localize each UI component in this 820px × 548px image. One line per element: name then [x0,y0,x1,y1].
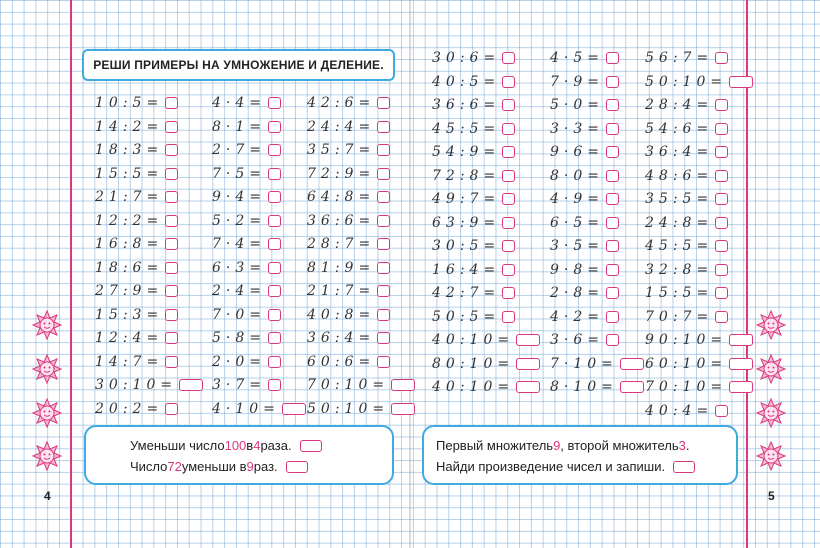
example-expression: 30:10= [95,377,178,393]
example-expression: 60:6= [307,353,376,370]
example-expression: 70:7= [645,308,714,325]
task-box-right [422,425,738,485]
example-row [95,330,178,346]
answer-box[interactable] [502,311,515,323]
answer-box[interactable] [502,193,515,205]
example-expression: 56:7= [645,50,714,66]
example-expression: 3·7= [212,377,266,393]
example-row [95,354,178,370]
example-expression: 16:4= [432,261,501,278]
answer-box[interactable] [377,215,390,227]
answer-box[interactable] [268,356,281,368]
example-expression: 21:7= [95,189,164,205]
answer-box[interactable] [502,170,515,182]
example-row [307,354,390,370]
example-row [212,330,281,346]
example-row [432,379,540,395]
answer-box[interactable] [300,440,322,452]
example-row [307,377,415,393]
answer-box[interactable] [391,403,415,415]
answer-box[interactable] [502,217,515,229]
example-row [645,285,728,301]
example-row [550,121,619,137]
example-expression: 15:5= [645,285,714,301]
example-expression: 80:10= [432,355,515,372]
example-expression: 24:8= [645,214,714,231]
example-expression: 81:9= [307,259,376,276]
example-row [550,285,619,301]
answer-box[interactable] [502,99,515,111]
answer-box[interactable] [377,285,390,297]
answer-box[interactable] [502,123,515,135]
example-expression: 36:4= [307,330,376,346]
answer-box[interactable] [165,97,178,109]
answer-box[interactable] [606,217,619,229]
answer-box[interactable] [268,309,281,321]
example-row [95,283,178,299]
example-row [212,119,281,135]
answer-box[interactable] [391,379,415,391]
sun-icon [32,310,62,340]
example-expression: 63:9= [432,214,501,231]
example-expression: 42:6= [307,95,376,111]
example-expression: 40:8= [307,306,376,323]
example-expression: 60:10= [645,355,728,372]
task-right-line-2: Найди произведение чисел и запиши. [436,456,724,477]
page-number-left: 4 [44,489,51,503]
answer-box[interactable] [377,191,390,203]
task-left-line-2: Число 72 уменьши в 9 раз. [130,456,380,477]
example-row [550,356,644,372]
example-row [307,166,390,182]
example-row [212,189,281,205]
example-row [645,50,728,66]
example-expression: 9·6= [550,144,604,160]
answer-box[interactable] [673,461,695,473]
answer-box[interactable] [606,334,619,346]
example-expression: 40:10= [432,332,515,348]
example-row [307,307,390,323]
example-row [95,213,178,229]
example-row [645,356,753,372]
example-row [645,309,728,325]
example-row [550,379,644,395]
answer-box[interactable] [286,461,308,473]
answer-box[interactable] [377,309,390,321]
answer-box[interactable] [606,264,619,276]
task-right-line-1: Первый множитель 9 , второй множитель 3 . [436,438,690,453]
answer-box[interactable] [268,215,281,227]
answer-box[interactable] [268,285,281,297]
example-row [95,377,203,393]
answer-box[interactable] [516,334,540,346]
answer-box[interactable] [502,146,515,158]
answer-box[interactable] [268,332,281,344]
example-expression: 10:5= [95,95,164,111]
example-row [95,401,178,417]
example-expression: 7·5= [212,165,266,182]
answer-box[interactable] [165,168,178,180]
example-expression: 4·2= [550,308,604,325]
answer-box[interactable] [268,238,281,250]
example-expression: 14:2= [95,118,164,135]
answer-box[interactable] [165,144,178,156]
answer-box[interactable] [715,217,728,229]
example-row [95,166,178,182]
example-row [645,121,728,137]
answer-box[interactable] [606,193,619,205]
example-row [432,97,515,113]
answer-box[interactable] [606,76,619,88]
sun-icon [756,441,786,471]
answer-box[interactable] [377,168,390,180]
example-row [550,332,619,348]
example-expression: 50:5= [432,308,501,325]
example-row [645,379,753,395]
answer-box[interactable] [606,170,619,182]
example-expression: 50:10= [307,400,390,417]
example-expression: 40:4= [645,402,714,419]
answer-box[interactable] [715,52,728,64]
example-row [212,354,281,370]
example-expression: 54:9= [432,144,501,160]
example-row [645,215,728,231]
example-expression: 4·10= [212,400,280,417]
example-expression: 3·5= [550,238,604,254]
example-row [307,330,390,346]
example-expression: 24:4= [307,118,376,135]
answer-box[interactable] [606,52,619,64]
answer-box[interactable] [377,262,390,274]
example-expression: 64:8= [307,189,376,205]
answer-box[interactable] [502,287,515,299]
example-row [432,168,515,184]
example-row [95,142,178,158]
sun-icon [32,441,62,471]
answer-box[interactable] [165,285,178,297]
example-row [432,285,515,301]
example-row [432,121,515,137]
answer-box[interactable] [502,264,515,276]
example-expression: 48:6= [645,167,714,184]
answer-box[interactable] [715,264,728,276]
example-expression: 35:5= [645,191,714,207]
example-row [307,236,390,252]
answer-box[interactable] [715,170,728,182]
sun-icon [756,354,786,384]
example-row [645,74,753,90]
example-expression: 72:9= [307,165,376,182]
answer-box[interactable] [268,121,281,133]
answer-box[interactable] [165,238,178,250]
example-row [645,97,728,113]
answer-box[interactable] [606,123,619,135]
example-row [645,403,728,419]
example-row [550,215,619,231]
example-expression: 30:5= [432,238,501,254]
example-expression: 12:2= [95,212,164,229]
example-row [95,236,178,252]
answer-box[interactable] [715,146,728,158]
example-expression: 2·8= [550,285,604,301]
answer-box[interactable] [606,99,619,111]
example-row [645,168,728,184]
example-row [550,309,619,325]
example-expression: 70:10= [645,379,728,395]
example-expression: 3·3= [550,120,604,137]
example-expression: 45:5= [645,238,714,254]
left-margin-line [70,0,72,548]
answer-box[interactable] [179,379,203,391]
example-expression: 40:5= [432,73,501,90]
example-expression: 45:5= [432,120,501,137]
answer-box[interactable] [268,97,281,109]
example-row [550,168,619,184]
example-row [432,191,515,207]
example-row [212,401,306,417]
example-expression: 90:10= [645,332,728,348]
example-row [95,307,178,323]
example-row [432,309,515,325]
example-expression: 6·5= [550,214,604,231]
answer-box[interactable] [606,311,619,323]
sun-icon [756,310,786,340]
example-row [550,50,619,66]
example-expression: 9·8= [550,261,604,278]
example-expression: 18:6= [95,259,164,276]
example-row [432,74,515,90]
answer-box[interactable] [729,358,753,370]
example-row [432,144,515,160]
example-row [212,283,281,299]
example-row [645,191,728,207]
answer-box[interactable] [165,262,178,274]
example-expression: 7·4= [212,236,266,252]
example-expression: 8·0= [550,167,604,184]
task-left-line-1: Уменьши число 100 в 4 раза. [130,435,380,456]
answer-box[interactable] [377,356,390,368]
example-row [212,213,281,229]
answer-box[interactable] [165,191,178,203]
example-expression: 8·10= [550,379,618,395]
example-row [212,377,281,393]
answer-box[interactable] [715,123,728,135]
answer-box[interactable] [729,76,753,88]
task-box-left [84,425,394,485]
example-expression: 21:7= [307,283,376,299]
answer-box[interactable] [715,193,728,205]
example-row [432,356,540,372]
answer-box[interactable] [165,332,178,344]
example-expression: 36:4= [645,144,714,160]
answer-box[interactable] [729,381,753,393]
answer-box[interactable] [516,358,540,370]
example-row [645,238,728,254]
example-expression: 28:7= [307,236,376,252]
example-expression: 15:3= [95,306,164,323]
answer-box[interactable] [715,405,728,417]
sun-icon [756,398,786,428]
answer-box[interactable] [268,191,281,203]
example-expression: 36:6= [432,97,501,113]
example-row [212,260,281,276]
answer-box[interactable] [606,287,619,299]
example-row [212,95,281,111]
answer-box[interactable] [715,311,728,323]
example-expression: 72:8= [432,167,501,184]
answer-box[interactable] [377,121,390,133]
example-row [307,142,390,158]
example-expression: 5·8= [212,330,266,346]
example-expression: 5·0= [550,97,604,113]
example-row [432,332,540,348]
example-expression: 40:10= [432,379,515,395]
example-expression: 18:3= [95,142,164,158]
book-spine [409,0,411,548]
sun-icon [32,354,62,384]
example-row [645,332,753,348]
answer-box[interactable] [268,168,281,180]
example-row [95,260,178,276]
example-row [432,50,515,66]
example-expression: 15:5= [95,165,164,182]
answer-box[interactable] [165,121,178,133]
example-row [645,262,728,278]
example-row [307,95,390,111]
example-expression: 35:7= [307,142,376,158]
example-expression: 14:7= [95,353,164,370]
example-row [307,283,390,299]
example-row [550,262,619,278]
answer-box[interactable] [377,332,390,344]
example-expression: 3·6= [550,332,604,348]
example-row [212,142,281,158]
answer-box[interactable] [502,240,515,252]
answer-box[interactable] [606,240,619,252]
example-expression: 4·4= [212,95,266,111]
example-row [432,262,515,278]
example-expression: 8·1= [212,118,266,135]
answer-box[interactable] [516,381,540,393]
example-expression: 42:7= [432,285,501,301]
answer-box[interactable] [620,358,644,370]
answer-box[interactable] [268,262,281,274]
example-expression: 7·0= [212,306,266,323]
example-expression: 4·5= [550,50,604,66]
example-expression: 50:10= [645,73,728,90]
answer-box[interactable] [165,309,178,321]
answer-box[interactable] [715,240,728,252]
answer-box[interactable] [268,144,281,156]
example-row [212,307,281,323]
example-expression: 27:9= [95,283,164,299]
answer-box[interactable] [715,287,728,299]
answer-box[interactable] [377,97,390,109]
example-expression: 7·10= [550,355,618,372]
page-number-right: 5 [768,489,775,503]
example-expression: 6·3= [212,259,266,276]
example-expression: 28:4= [645,97,714,113]
example-row [307,189,390,205]
answer-box[interactable] [502,76,515,88]
answer-box[interactable] [729,334,753,346]
example-row [307,119,390,135]
answer-box[interactable] [165,403,178,415]
example-row [645,144,728,160]
example-expression: 49:7= [432,191,501,207]
example-row [307,260,390,276]
example-row [432,238,515,254]
example-expression: 16:8= [95,236,164,252]
example-expression: 12:4= [95,330,164,346]
example-row [550,191,619,207]
answer-box[interactable] [165,215,178,227]
example-expression: 5·2= [212,212,266,229]
answer-box[interactable] [377,144,390,156]
answer-box[interactable] [502,52,515,64]
example-row [95,95,178,111]
example-expression: 70:10= [307,377,390,393]
answer-box[interactable] [606,146,619,158]
example-expression: 7·9= [550,73,604,90]
answer-box[interactable] [268,379,281,391]
example-expression: 20:2= [95,400,164,417]
answer-box[interactable] [377,238,390,250]
example-row [95,119,178,135]
example-row [307,401,415,417]
example-row [212,236,281,252]
example-expression: 2·4= [212,283,266,299]
example-row [212,166,281,182]
example-expression: 32:8= [645,261,714,278]
example-row [432,215,515,231]
example-row [550,74,619,90]
example-expression: 36:6= [307,212,376,229]
example-expression: 2·7= [212,142,266,158]
sun-icon [32,398,62,428]
example-expression: 30:6= [432,50,501,66]
exercise-title: РЕШИ ПРИМЕРЫ НА УМНОЖЕНИЕ И ДЕЛЕНИЕ. [82,49,395,81]
answer-box[interactable] [282,403,306,415]
answer-box[interactable] [715,99,728,111]
example-expression: 4·9= [550,191,604,207]
answer-box[interactable] [620,381,644,393]
example-row [550,144,619,160]
example-expression: 54:6= [645,120,714,137]
example-row [307,213,390,229]
example-row [550,238,619,254]
example-expression: 9·4= [212,189,266,205]
answer-box[interactable] [165,356,178,368]
example-row [95,189,178,205]
example-expression: 2·0= [212,353,266,370]
example-row [550,97,619,113]
